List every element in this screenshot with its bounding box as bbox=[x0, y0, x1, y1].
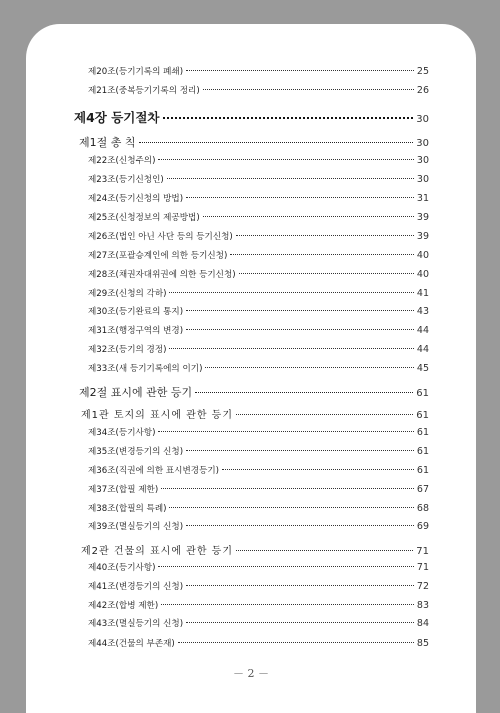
toc-entry-title: 제29조(신청의 각하) bbox=[88, 289, 167, 299]
dot-leader bbox=[236, 550, 413, 551]
toc-entry-page: 61 bbox=[416, 388, 429, 399]
toc-entry bbox=[88, 599, 429, 611]
toc-entry bbox=[88, 362, 429, 374]
toc-entry-page: 85 bbox=[416, 638, 429, 649]
toc-entry-page: 30 bbox=[416, 174, 429, 185]
toc-entry-page: 26 bbox=[416, 85, 429, 96]
toc-entry bbox=[88, 84, 429, 96]
toc-entry bbox=[88, 502, 429, 514]
dot-leader bbox=[186, 585, 414, 586]
toc-entry-page: 67 bbox=[416, 484, 429, 495]
toc-entry-title: 제27조(포괄승계인에 의한 등기신청) bbox=[88, 251, 228, 261]
dot-leader bbox=[186, 450, 414, 451]
toc-entry-page: 39 bbox=[416, 231, 429, 242]
toc-entry-title: 제22조(신청주의) bbox=[88, 156, 156, 166]
dot-leader bbox=[169, 348, 413, 349]
toc-entry bbox=[79, 384, 429, 400]
dot-leader bbox=[161, 604, 414, 605]
toc-entry-page: 61 bbox=[416, 427, 429, 438]
toc-entry-page: 30 bbox=[416, 114, 429, 125]
toc-entry-title: 제37조(합필 제한) bbox=[88, 485, 159, 495]
toc-entry bbox=[88, 580, 429, 592]
toc-entry bbox=[74, 108, 429, 126]
toc-entry-page: 30 bbox=[416, 138, 429, 149]
toc-entry bbox=[88, 520, 429, 532]
toc-entry bbox=[88, 173, 429, 185]
toc-entry-page: 71 bbox=[416, 562, 429, 573]
toc-entry-page: 72 bbox=[416, 581, 429, 592]
toc-entry-title: 제2절 표시에 관한 등기 bbox=[79, 386, 193, 399]
toc-entry bbox=[88, 561, 429, 573]
dot-leader bbox=[167, 178, 414, 179]
toc-entry-title: 제23조(등기신청인) bbox=[88, 175, 164, 185]
dot-leader bbox=[203, 216, 414, 217]
toc-entry bbox=[81, 542, 429, 557]
dot-leader bbox=[169, 292, 413, 293]
toc-entry-page: 69 bbox=[416, 521, 429, 532]
toc-entry-title: 제4장 등기절차 bbox=[74, 110, 160, 125]
toc-entry-page: 30 bbox=[416, 155, 429, 166]
toc-entry-title: 제33조(새 등기기록에의 이기) bbox=[88, 364, 203, 374]
toc-entry bbox=[88, 268, 429, 280]
toc-entry bbox=[88, 343, 429, 355]
dot-leader bbox=[236, 235, 414, 236]
toc-entry-title: 제20조(등기기록의 폐쇄) bbox=[88, 67, 184, 77]
toc-entry-title: 제21조(중복등기기록의 정리) bbox=[88, 86, 200, 96]
toc-entry-page: 44 bbox=[416, 325, 429, 336]
toc-entry-page: 44 bbox=[416, 344, 429, 355]
toc-entry-title: 제35조(변경등기의 신청) bbox=[88, 447, 184, 457]
toc-entry-page: 71 bbox=[416, 546, 429, 557]
dot-leader bbox=[139, 142, 414, 143]
toc-entry bbox=[79, 134, 429, 150]
toc-entry-title: 제43조(멸실등기의 신청) bbox=[88, 619, 184, 629]
toc-entry bbox=[88, 211, 429, 223]
dot-leader bbox=[203, 89, 414, 90]
dot-leader bbox=[158, 566, 413, 567]
toc-entry-page: 25 bbox=[416, 66, 429, 77]
dot-leader bbox=[239, 273, 414, 274]
toc-entry bbox=[88, 65, 429, 77]
toc-entry bbox=[88, 445, 429, 457]
toc-entry bbox=[81, 406, 429, 421]
dot-leader bbox=[236, 414, 413, 415]
toc-entry-page: 61 bbox=[416, 446, 429, 457]
toc-entry bbox=[88, 287, 429, 299]
dot-leader bbox=[222, 469, 414, 470]
toc-entry bbox=[88, 230, 429, 242]
dot-leader bbox=[186, 70, 414, 71]
toc-entry-page: 45 bbox=[416, 363, 429, 374]
toc-entry-title: 제26조(법인 아닌 사단 등의 등기신청) bbox=[88, 232, 233, 242]
toc-entry-title: 제34조(등기사항) bbox=[88, 428, 156, 438]
toc-entry-page: 39 bbox=[416, 212, 429, 223]
toc-entry-title: 제39조(멸실등기의 신청) bbox=[88, 522, 184, 532]
toc-entry-title: 제25조(신청정보의 제공방법) bbox=[88, 213, 200, 223]
dot-leader bbox=[158, 431, 413, 432]
toc-entry-page: 68 bbox=[416, 503, 429, 514]
toc-entry bbox=[88, 426, 429, 438]
dot-leader bbox=[195, 392, 413, 393]
dot-leader bbox=[169, 507, 413, 508]
toc-entry-page: 43 bbox=[416, 306, 429, 317]
toc-entry-page: 61 bbox=[416, 465, 429, 476]
toc-entry-page: 61 bbox=[416, 410, 429, 421]
dot-leader bbox=[186, 622, 414, 623]
toc-entry-title: 제42조(합병 제한) bbox=[88, 601, 159, 611]
toc-entry-page: 83 bbox=[416, 600, 429, 611]
dot-leader bbox=[178, 642, 414, 643]
table-of-contents bbox=[26, 24, 476, 713]
toc-entry-title: 제32조(등기의 경정) bbox=[88, 345, 167, 355]
toc-entry bbox=[88, 192, 429, 204]
toc-entry-title: 제2관 건물의 표시에 관한 등기 bbox=[81, 546, 233, 557]
toc-entry-title: 제36조(직권에 의한 표시변경등기) bbox=[88, 466, 220, 476]
dot-leader bbox=[205, 367, 413, 368]
dot-leader bbox=[186, 525, 414, 526]
toc-entry-page: 84 bbox=[416, 618, 429, 629]
toc-entry-title: 제38조(합필의 특례) bbox=[88, 504, 167, 514]
toc-entry-title: 제1절 총 칙 bbox=[79, 136, 136, 149]
toc-entry-title: 제24조(등기신청의 방법) bbox=[88, 194, 184, 204]
page-number: － 2 － bbox=[233, 667, 269, 680]
toc-entry bbox=[88, 324, 429, 336]
toc-entry-page: 40 bbox=[416, 250, 429, 261]
dot-leader bbox=[158, 159, 413, 160]
toc-entry-page: 40 bbox=[416, 269, 429, 280]
toc-entry bbox=[88, 249, 429, 261]
toc-entry-title: 제1관 토지의 표시에 관한 등기 bbox=[81, 410, 233, 421]
toc-entry bbox=[88, 617, 429, 629]
toc-entry-title: 제44조(건물의 부존재) bbox=[88, 639, 175, 649]
dot-leader bbox=[230, 254, 414, 255]
toc-entry bbox=[88, 305, 429, 317]
toc-entry bbox=[88, 464, 429, 476]
toc-entry bbox=[88, 483, 429, 495]
toc-entry bbox=[88, 154, 429, 166]
toc-entry-title: 제30조(등기완료의 통지) bbox=[88, 307, 184, 317]
toc-entry-title: 제40조(등기사항) bbox=[88, 563, 156, 573]
toc-entry-title: 제31조(행정구역의 변경) bbox=[88, 326, 184, 336]
toc-entry-page: 41 bbox=[416, 288, 429, 299]
toc-entry bbox=[88, 637, 429, 649]
toc-entry-title: 제41조(변경등기의 신청) bbox=[88, 582, 184, 592]
dot-leader bbox=[186, 329, 414, 330]
dot-leader bbox=[186, 310, 414, 311]
dot-leader bbox=[163, 117, 414, 119]
document-page bbox=[26, 24, 476, 713]
toc-entry-page: 31 bbox=[416, 193, 429, 204]
dot-leader bbox=[186, 197, 414, 198]
toc-entry-title: 제28조(채권자대위권에 의한 등기신청) bbox=[88, 270, 236, 280]
dot-leader bbox=[161, 488, 414, 489]
